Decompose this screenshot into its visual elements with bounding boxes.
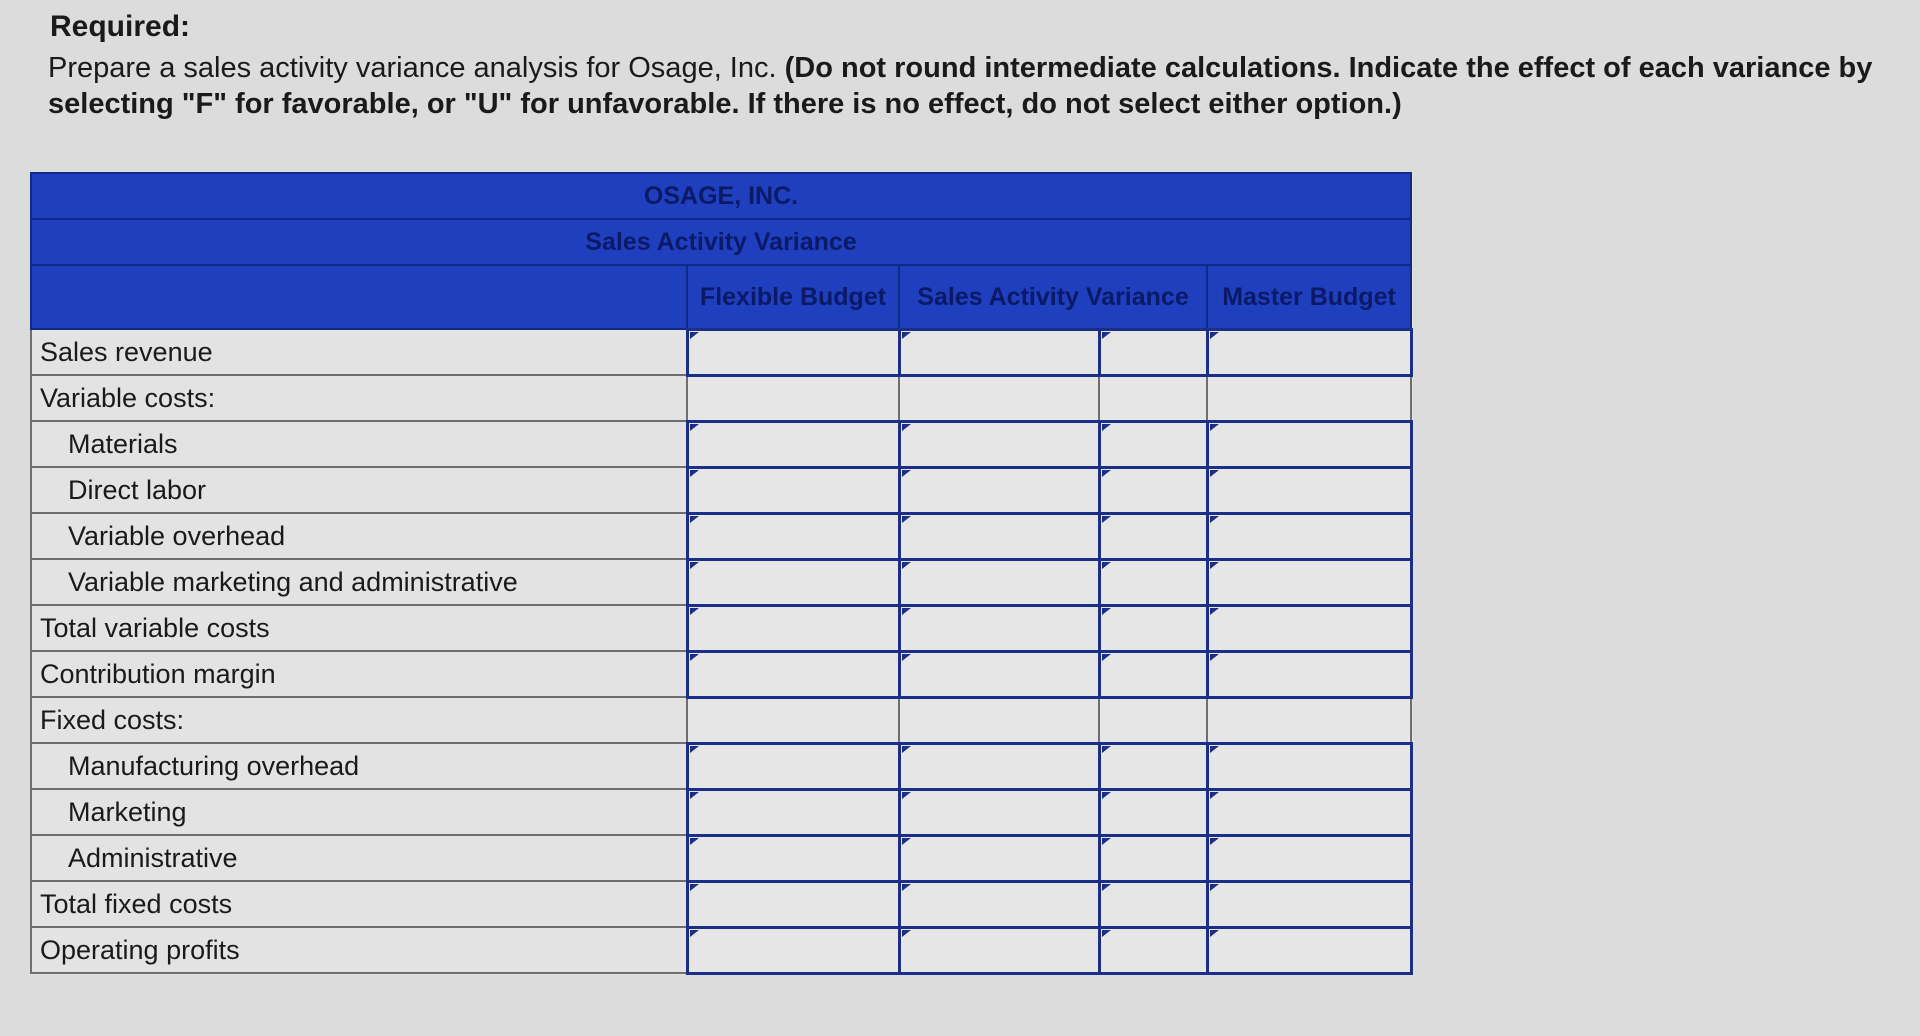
row-label: Direct labor <box>31 467 687 513</box>
table-row <box>31 605 1411 651</box>
cell-marker-icon <box>902 746 911 753</box>
variance-effect-cell[interactable] <box>1099 743 1207 789</box>
cell-marker-icon <box>690 424 699 431</box>
master-budget-cell[interactable] <box>1207 881 1411 927</box>
master-budget-input[interactable] <box>1209 515 1410 558</box>
master-budget-input[interactable] <box>1209 745 1410 788</box>
variance-effect-input[interactable] <box>1101 515 1206 558</box>
flexible-budget-cell[interactable] <box>687 421 899 467</box>
variance-effect-cell[interactable] <box>1099 789 1207 835</box>
flexible-budget-cell[interactable] <box>687 559 899 605</box>
table-row <box>31 789 1411 835</box>
master-budget-input[interactable] <box>1209 469 1410 512</box>
flexible-budget-input[interactable] <box>689 929 898 972</box>
table-row <box>31 467 1411 513</box>
required-heading: Required: <box>50 10 191 43</box>
variance-effect-input[interactable] <box>1101 653 1206 696</box>
cell-marker-icon <box>1210 654 1219 661</box>
cell-marker-icon <box>690 562 699 569</box>
row-label: Operating profits <box>31 927 687 973</box>
variance-amount-cell[interactable] <box>899 881 1099 927</box>
master-budget-input[interactable] <box>1209 837 1410 880</box>
variance-amount-cell[interactable] <box>899 605 1099 651</box>
row-label: Fixed costs: <box>31 697 687 743</box>
table-row <box>31 559 1411 605</box>
cell-marker-icon <box>1102 332 1111 339</box>
flexible-budget-input[interactable] <box>689 423 898 466</box>
variance-effect-input[interactable] <box>1101 745 1206 788</box>
cell-marker-icon <box>1210 792 1219 799</box>
instructions <box>48 50 1898 122</box>
cell-marker-icon <box>1102 608 1111 615</box>
cell-marker-icon <box>902 654 911 661</box>
table-row <box>31 651 1411 697</box>
cell-marker-icon <box>902 884 911 891</box>
variance-effect-input[interactable] <box>1101 791 1206 834</box>
flexible-budget-cell[interactable] <box>687 743 899 789</box>
flexible-budget-input[interactable] <box>689 653 898 696</box>
cell-marker-icon <box>902 470 911 477</box>
variance-effect-cell[interactable] <box>1099 329 1207 375</box>
variance-amount-input[interactable] <box>901 331 1098 374</box>
variance-amount-input[interactable] <box>901 515 1098 558</box>
master-budget-cell <box>1207 375 1411 421</box>
row-label: Sales revenue <box>31 329 687 375</box>
cell-marker-icon <box>902 838 911 845</box>
variance-amount-input[interactable] <box>901 929 1098 972</box>
variance-effect-input[interactable] <box>1101 561 1206 604</box>
cell-marker-icon <box>1210 332 1219 339</box>
master-budget-input[interactable] <box>1209 653 1410 696</box>
cell-marker-icon <box>902 930 911 937</box>
row-label: Materials <box>31 421 687 467</box>
row-label: Contribution margin <box>31 651 687 697</box>
master-budget-header: Master Budget <box>1207 265 1411 329</box>
master-budget-cell[interactable] <box>1207 927 1411 973</box>
flexible-budget-cell[interactable] <box>687 513 899 559</box>
company-title: OSAGE, INC. <box>31 173 1411 219</box>
table-subtitle: Sales Activity Variance <box>31 219 1411 265</box>
variance-effect-cell[interactable] <box>1099 881 1207 927</box>
cell-marker-icon <box>690 792 699 799</box>
master-budget-input[interactable] <box>1209 561 1410 604</box>
variance-effect-cell[interactable] <box>1099 513 1207 559</box>
variance-effect-cell[interactable] <box>1099 927 1207 973</box>
flexible-budget-header: Flexible Budget <box>687 265 899 329</box>
master-budget-input[interactable] <box>1209 883 1410 926</box>
cell-marker-icon <box>902 516 911 523</box>
cell-marker-icon <box>902 562 911 569</box>
row-label: Total variable costs <box>31 605 687 651</box>
variance-amount-cell[interactable] <box>899 329 1099 375</box>
variance-amount-cell[interactable] <box>899 789 1099 835</box>
variance-amount-cell <box>899 697 1099 743</box>
variance-effect-input[interactable] <box>1101 331 1206 374</box>
variance-amount-input[interactable] <box>901 837 1098 880</box>
flexible-budget-cell <box>687 375 899 421</box>
cell-marker-icon <box>1102 792 1111 799</box>
master-budget-input[interactable] <box>1209 607 1410 650</box>
cell-marker-icon <box>1210 470 1219 477</box>
variance-effect-cell <box>1099 375 1207 421</box>
master-budget-cell[interactable] <box>1207 513 1411 559</box>
cell-marker-icon <box>1210 608 1219 615</box>
sales-activity-variance-header: Sales Activity Variance <box>899 265 1207 329</box>
variance-amount-cell <box>899 375 1099 421</box>
master-budget-cell[interactable] <box>1207 789 1411 835</box>
cell-marker-icon <box>902 332 911 339</box>
row-label: Administrative <box>31 835 687 881</box>
variance-effect-cell[interactable] <box>1099 421 1207 467</box>
cell-marker-icon <box>1210 884 1219 891</box>
master-budget-input[interactable] <box>1209 791 1410 834</box>
cell-marker-icon <box>1102 562 1111 569</box>
cell-marker-icon <box>690 930 699 937</box>
variance-effect-cell[interactable] <box>1099 651 1207 697</box>
cell-marker-icon <box>690 516 699 523</box>
cell-marker-icon <box>1102 516 1111 523</box>
variance-effect-cell[interactable] <box>1099 559 1207 605</box>
row-label: Total fixed costs <box>31 881 687 927</box>
cell-marker-icon <box>1102 930 1111 937</box>
variance-amount-cell[interactable] <box>899 513 1099 559</box>
master-budget-cell[interactable] <box>1207 835 1411 881</box>
flexible-budget-cell[interactable] <box>687 881 899 927</box>
flexible-budget-input[interactable] <box>689 561 898 604</box>
cell-marker-icon <box>1210 746 1219 753</box>
variance-amount-cell[interactable] <box>899 835 1099 881</box>
variance-amount-cell[interactable] <box>899 421 1099 467</box>
table-row <box>31 329 1411 375</box>
master-budget-cell[interactable] <box>1207 651 1411 697</box>
flexible-budget-cell <box>687 697 899 743</box>
row-label: Variable costs: <box>31 375 687 421</box>
variance-amount-input[interactable] <box>901 469 1098 512</box>
cell-marker-icon <box>1102 884 1111 891</box>
variance-effect-input[interactable] <box>1101 837 1206 880</box>
master-budget-cell[interactable] <box>1207 421 1411 467</box>
table-row <box>31 743 1411 789</box>
table-row <box>31 375 1411 421</box>
flexible-budget-input[interactable] <box>689 469 898 512</box>
variance-amount-input[interactable] <box>901 883 1098 926</box>
cell-marker-icon <box>1102 424 1111 431</box>
flexible-budget-cell[interactable] <box>687 605 899 651</box>
flexible-budget-input[interactable] <box>689 515 898 558</box>
cell-marker-icon <box>1210 424 1219 431</box>
flexible-budget-cell[interactable] <box>687 789 899 835</box>
table-row <box>31 697 1411 743</box>
variance-effect-cell[interactable] <box>1099 835 1207 881</box>
table-row <box>31 881 1411 927</box>
variance-amount-input[interactable] <box>901 607 1098 650</box>
flexible-budget-input[interactable] <box>689 791 898 834</box>
flexible-budget-input[interactable] <box>689 837 898 880</box>
instructions-text: Prepare a sales activity variance analysis for Osage, Inc. <box>48 52 777 84</box>
variance-effect-input[interactable] <box>1101 607 1206 650</box>
variance-amount-cell[interactable] <box>899 467 1099 513</box>
cell-marker-icon <box>1210 838 1219 845</box>
master-budget-cell[interactable] <box>1207 559 1411 605</box>
variance-amount-input[interactable] <box>901 653 1098 696</box>
cell-marker-icon <box>690 746 699 753</box>
cell-marker-icon <box>690 884 699 891</box>
variance-table <box>30 172 1410 975</box>
master-budget-input[interactable] <box>1209 929 1410 972</box>
variance-effect-cell <box>1099 697 1207 743</box>
variance-amount-input[interactable] <box>901 561 1098 604</box>
flexible-budget-cell[interactable] <box>687 927 899 973</box>
variance-amount-input[interactable] <box>901 791 1098 834</box>
cell-marker-icon <box>1210 930 1219 937</box>
variance-effect-input[interactable] <box>1101 423 1206 466</box>
flexible-budget-input[interactable] <box>689 607 898 650</box>
flexible-budget-input[interactable] <box>689 745 898 788</box>
cell-marker-icon <box>902 608 911 615</box>
cell-marker-icon <box>1210 562 1219 569</box>
master-budget-cell[interactable] <box>1207 467 1411 513</box>
flexible-budget-input[interactable] <box>689 883 898 926</box>
cell-marker-icon <box>1102 838 1111 845</box>
variance-amount-cell[interactable] <box>899 743 1099 789</box>
variance-amount-input[interactable] <box>901 423 1098 466</box>
cell-marker-icon <box>1102 470 1111 477</box>
cell-marker-icon <box>690 608 699 615</box>
cell-marker-icon <box>690 654 699 661</box>
master-budget-cell[interactable] <box>1207 605 1411 651</box>
cell-marker-icon <box>1102 746 1111 753</box>
variance-amount-cell[interactable] <box>899 559 1099 605</box>
table-row <box>31 421 1411 467</box>
cell-marker-icon <box>902 424 911 431</box>
master-budget-cell <box>1207 697 1411 743</box>
variance-amount-cell[interactable] <box>899 651 1099 697</box>
table-row <box>31 513 1411 559</box>
master-budget-cell[interactable] <box>1207 329 1411 375</box>
master-budget-input[interactable] <box>1209 423 1410 466</box>
cell-marker-icon <box>902 792 911 799</box>
row-label: Variable marketing and administrative <box>31 559 687 605</box>
cell-marker-icon <box>690 332 699 339</box>
variance-effect-input[interactable] <box>1101 883 1206 926</box>
master-budget-input[interactable] <box>1209 331 1410 374</box>
flexible-budget-input[interactable] <box>689 331 898 374</box>
variance-amount-input[interactable] <box>901 745 1098 788</box>
flexible-budget-cell[interactable] <box>687 467 899 513</box>
variance-amount-cell[interactable] <box>899 927 1099 973</box>
variance-effect-cell[interactable] <box>1099 605 1207 651</box>
cell-marker-icon <box>1102 654 1111 661</box>
master-budget-cell[interactable] <box>1207 743 1411 789</box>
flexible-budget-cell[interactable] <box>687 651 899 697</box>
variance-effect-cell[interactable] <box>1099 467 1207 513</box>
variance-effect-input[interactable] <box>1101 929 1206 972</box>
variance-effect-input[interactable] <box>1101 469 1206 512</box>
row-label: Manufacturing overhead <box>31 743 687 789</box>
row-label: Marketing <box>31 789 687 835</box>
instructions-note: (Do not round intermediate calculations. Indicate the effect of each variance by selecting "F" for favorable, or "U" for unfavorable. If there is no effect, do not select either option.) <box>48 52 1873 120</box>
flexible-budget-cell[interactable] <box>687 329 899 375</box>
label-column-header <box>31 265 687 329</box>
cell-marker-icon <box>690 470 699 477</box>
row-label: Variable overhead <box>31 513 687 559</box>
table-row <box>31 927 1411 973</box>
cell-marker-icon <box>1210 516 1219 523</box>
table-row <box>31 835 1411 881</box>
cell-marker-icon <box>690 838 699 845</box>
flexible-budget-cell[interactable] <box>687 835 899 881</box>
